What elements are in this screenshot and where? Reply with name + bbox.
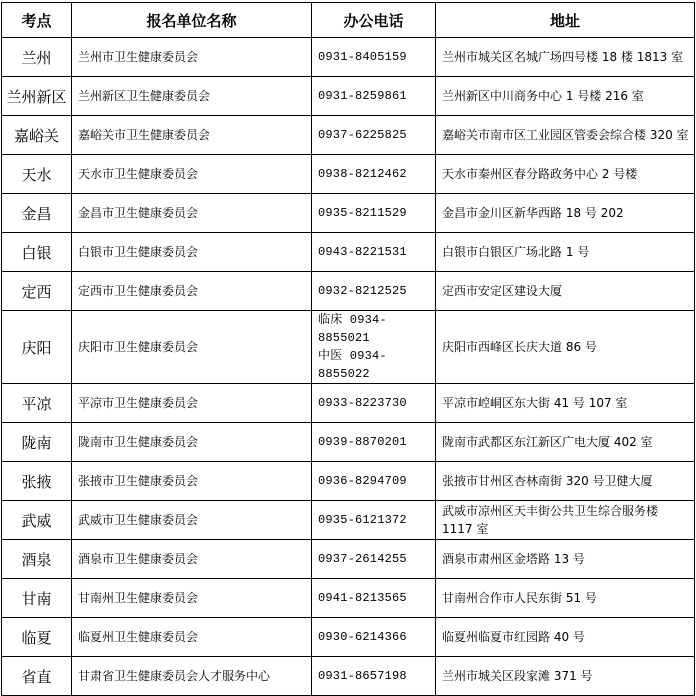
cell-site: 金昌 (2, 194, 72, 233)
table-row (2, 657, 695, 696)
phone-number: 0943-8221531 (318, 245, 407, 259)
table-row (2, 423, 695, 462)
cell-site: 嘉峪关 (2, 116, 72, 155)
cell-org: 临夏州卫生健康委员会 (72, 618, 312, 657)
cell-phone (312, 155, 436, 194)
header-address: 地址 (436, 3, 695, 38)
cell-address: 天水市秦州区春分路政务中心 2 号楼 (436, 155, 695, 194)
cell-address: 金昌市金川区新华西路 18 号 202 (436, 194, 695, 233)
cell-phone (312, 540, 436, 579)
cell-site: 临夏 (2, 618, 72, 657)
cell-phone (312, 311, 436, 384)
cell-address: 武威市凉州区天丰街公共卫生综合服务楼 1117 室 (436, 501, 695, 540)
table-row (2, 233, 695, 272)
cell-phone (312, 579, 436, 618)
phone-number: 临床 0934-8855021 (318, 313, 387, 345)
cell-address: 陇南市武都区东江新区广电大厦 402 室 (436, 423, 695, 462)
cell-org: 陇南市卫生健康委员会 (72, 423, 312, 462)
cell-phone (312, 657, 436, 696)
cell-address: 酒泉市肃州区金塔路 13 号 (436, 540, 695, 579)
cell-site: 张掖 (2, 462, 72, 501)
phone-number: 0935-6121372 (318, 513, 407, 527)
cell-phone (312, 233, 436, 272)
cell-site: 庆阳 (2, 311, 72, 384)
table-row (2, 462, 695, 501)
table-row (2, 155, 695, 194)
table-row (2, 579, 695, 618)
table-row (2, 38, 695, 77)
cell-phone (312, 423, 436, 462)
phone-number: 0931-8259861 (318, 89, 407, 103)
cell-site: 省直 (2, 657, 72, 696)
cell-phone (312, 618, 436, 657)
cell-site: 天水 (2, 155, 72, 194)
cell-address: 嘉峪关市南市区工业园区管委会综合楼 320 室 (436, 116, 695, 155)
cell-phone (312, 462, 436, 501)
cell-site: 酒泉 (2, 540, 72, 579)
cell-address: 兰州市城关区名城广场四号楼 18 楼 1813 室 (436, 38, 695, 77)
header-org: 报名单位名称 (72, 3, 312, 38)
table-row (2, 618, 695, 657)
cell-site: 平凉 (2, 384, 72, 423)
cell-org: 甘肃省卫生健康委员会人才服务中心 (72, 657, 312, 696)
cell-phone (312, 194, 436, 233)
cell-site: 白银 (2, 233, 72, 272)
cell-address: 白银市白银区广场北路 1 号 (436, 233, 695, 272)
phone-number: 0930-6214366 (318, 630, 407, 644)
phone-number: 0937-2614255 (318, 552, 407, 566)
phone-number: 0938-8212462 (318, 167, 407, 181)
table-row (2, 540, 695, 579)
cell-org: 白银市卫生健康委员会 (72, 233, 312, 272)
cell-org: 金昌市卫生健康委员会 (72, 194, 312, 233)
cell-site: 兰州新区 (2, 77, 72, 116)
table-row (2, 194, 695, 233)
cell-address: 平凉市崆峒区东大街 41 号 107 室 (436, 384, 695, 423)
cell-org: 甘南州卫生健康委员会 (72, 579, 312, 618)
table-row (2, 77, 695, 116)
cell-address: 张掖市甘州区杏林南街 320 号卫健大厦 (436, 462, 695, 501)
table-row (2, 311, 695, 384)
cell-org: 兰州市卫生健康委员会 (72, 38, 312, 77)
cell-org: 定西市卫生健康委员会 (72, 272, 312, 311)
cell-phone (312, 384, 436, 423)
cell-org: 张掖市卫生健康委员会 (72, 462, 312, 501)
cell-org: 兰州新区卫生健康委员会 (72, 77, 312, 116)
cell-site: 武威 (2, 501, 72, 540)
cell-phone (312, 116, 436, 155)
cell-phone (312, 501, 436, 540)
registration-units-table (1, 2, 695, 696)
cell-org: 天水市卫生健康委员会 (72, 155, 312, 194)
cell-address: 兰州新区中川商务中心 1 号楼 216 室 (436, 77, 695, 116)
phone-number: 0936-8294709 (318, 474, 407, 488)
phone-number: 0931-8405159 (318, 50, 407, 64)
cell-address: 庆阳市西峰区长庆大道 86 号 (436, 311, 695, 384)
cell-address: 临夏州临夏市红园路 40 号 (436, 618, 695, 657)
table-row (2, 272, 695, 311)
phone-number: 0932-8212525 (318, 284, 407, 298)
phone-number: 0941-8213565 (318, 591, 407, 605)
cell-org: 武威市卫生健康委员会 (72, 501, 312, 540)
cell-address: 甘南州合作市人民东街 51 号 (436, 579, 695, 618)
phone-number: 中医 0934-8855022 (318, 349, 387, 381)
cell-site: 兰州 (2, 38, 72, 77)
cell-phone (312, 77, 436, 116)
phone-number: 0931-8657198 (318, 669, 407, 683)
phone-number: 0933-8223730 (318, 396, 407, 410)
cell-org: 庆阳市卫生健康委员会 (72, 311, 312, 384)
header-site: 考点 (2, 3, 72, 38)
cell-phone (312, 272, 436, 311)
header-phone: 办公电话 (312, 3, 436, 38)
cell-org: 平凉市卫生健康委员会 (72, 384, 312, 423)
cell-site: 陇南 (2, 423, 72, 462)
phone-number: 0935-8211529 (318, 206, 407, 220)
cell-phone (312, 38, 436, 77)
cell-site: 甘南 (2, 579, 72, 618)
cell-org: 酒泉市卫生健康委员会 (72, 540, 312, 579)
table-row (2, 384, 695, 423)
cell-org: 嘉峪关市卫生健康委员会 (72, 116, 312, 155)
table-row (2, 116, 695, 155)
table-body (2, 38, 695, 696)
phone-number: 0937-6225825 (318, 128, 407, 142)
cell-address: 定西市安定区建设大厦 (436, 272, 695, 311)
phone-number: 0939-8870201 (318, 435, 407, 449)
cell-address: 兰州市城关区段家滩 371 号 (436, 657, 695, 696)
cell-site: 定西 (2, 272, 72, 311)
table-header-row (2, 3, 695, 38)
table-row (2, 501, 695, 540)
